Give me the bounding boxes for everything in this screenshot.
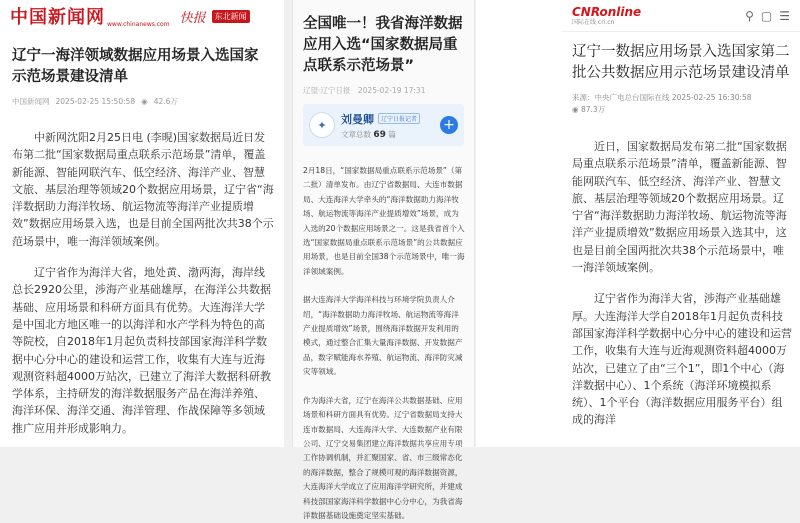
chinanews-logo-script: 快报 bbox=[179, 10, 206, 26]
follow-plus-icon[interactable]: + bbox=[440, 116, 458, 134]
author-articles-count: 69 bbox=[373, 129, 386, 140]
article-title: 全国唯一！我省海洋数据应用入选“国家数据局重点联系示范场景” bbox=[303, 16, 463, 74]
article-paragraph: 中新网沈阳2月25日电 (李晛)国家数据局近日发布第二批“国家数据局重点联系示范场景”清单，覆盖新能源、智能网联汽车、低空经济、海洋产业、智慧文旅、基层治理等领域20个数据应用场景，辽宁省“海洋数据助力海洋牧场、航运物流等海洋产业提质增效”数据应用场景入选，也是目前全国两批次共38个示范场景中，唯一海洋领域案例。 bbox=[12, 131, 274, 248]
article-source: 来源：中央广电总台国际在线 bbox=[572, 93, 670, 102]
menu-icon[interactable]: ☰ bbox=[779, 8, 790, 23]
chinanews-logo[interactable]: 中国新闻网 bbox=[10, 7, 105, 28]
article-paragraph: 2月18日，“国家数据局重点联系示范场景”（第二批）清单发布。由辽宁省数据局、大连市数据局、大连海洋大学牵头的“海洋数据助力海洋牧场、航运物流等海洋产业提质增效”场景，成为入选的20个数据应用场景之一。这是我省首个入选“国家数据局重点联系示范场景”的公共数据应用场景，也是目前全国38个示范场景中，唯一海洋领域案例。 bbox=[303, 166, 465, 276]
eye-icon: ◉ bbox=[572, 105, 579, 114]
article-meta bbox=[0, 88, 284, 107]
author-articles-label: 文章总数 bbox=[341, 129, 371, 139]
chinanews-logo-badge: 东北新闻 bbox=[212, 10, 250, 23]
article-paragraph: 辽宁省作为海洋大省，地处黄、渤两海，海岸线总长2920公里，涉海产业基础雄厚，在海洋公共数据基础、应用场景和科研方面具有优势。大连海洋大学是中国北方地区唯一的以海洋和水产学科为特色的高等院校，自2018年1月起负责科技部国家海洋科学数据中心分中心的建设和运营工作，收集有大连与近海观测资料超4000万站次，已建立了海洋大数据科研教学体系，主持研发的海洋数据服务产品在海洋养殖、海洋环保、海洋交通、海洋管理、作战保障等多领域推广应用并形成影响力。 bbox=[12, 266, 271, 435]
cri-article-panel bbox=[562, 0, 800, 447]
chinanews-header bbox=[0, 0, 284, 32]
article-meta bbox=[562, 84, 800, 116]
article-paragraph: 作为海洋大省，辽宁在海洋公共数据基础、应用场景和科研方面具有优势。辽宁省数据局支持大连市数据局、大连海洋大学、大连数据产业有限公司、辽宁交易集团建立海洋数据共享应用专项工作协调机制，并汇聚国家、省、市三级常态化的海洋数据，整合了规模可观的海洋数据资源，大连海洋大学成立了应用海洋学研究所，并建成科技部国家海洋科学数据中心分中心，为我省海洋数据基础设施奠定坚实基础。 bbox=[303, 395, 463, 520]
article-source[interactable]: 中国新闻网 bbox=[12, 97, 50, 106]
eye-icon: ◉ bbox=[141, 97, 148, 106]
article-time: 2025-02-25 15:50:58 bbox=[55, 97, 136, 106]
author-name[interactable]: 刘曼卿 bbox=[341, 112, 374, 126]
article-paragraph: 辽宁省作为海洋大省，涉海产业基础雄厚。大连海洋大学自2018年1月起负责科技部国家海洋科学数据中心分中心的建设和运营工作，收集有大连与近海观测资料超4000万站次，已建立了由“三个1”，即1个中心（海洋数据中心）、1个系统（海洋环境模拟系统）、1个平台（海洋数据应用服务平台）组成的海洋 bbox=[572, 292, 792, 427]
author-avatar[interactable]: ✦ bbox=[309, 112, 335, 138]
article-body bbox=[562, 138, 800, 429]
article-time: 2025-02-25 16:30:58 bbox=[671, 93, 752, 102]
author-info bbox=[341, 111, 434, 140]
search-icon[interactable]: ⚲ bbox=[745, 8, 754, 23]
article-views: 42.6万 bbox=[153, 97, 178, 106]
monitor-icon[interactable]: ▢ bbox=[760, 8, 773, 23]
cri-header bbox=[562, 0, 800, 32]
chinanews-article-panel bbox=[0, 0, 284, 447]
cri-logo-text: CNR bbox=[572, 5, 600, 19]
liaoning-daily-article-panel bbox=[292, 0, 475, 520]
chinanews-logo-url: www.chinanews.com bbox=[107, 20, 170, 28]
article-meta: 辽望·辽宁日报 2025-02-19 17:31 bbox=[303, 86, 426, 95]
divider-space bbox=[476, 0, 562, 447]
author-card[interactable] bbox=[303, 104, 464, 146]
author-name-row bbox=[341, 111, 434, 127]
article-views-row bbox=[572, 104, 790, 116]
author-articles-unit: 篇 bbox=[388, 129, 396, 139]
author-tag: 辽宁日报记者 bbox=[378, 113, 420, 124]
article-paragraph: 近日，国家数据局发布第二批“国家数据局重点联系示范场景”清单，覆盖新能源、智能网联汽车、低空经济、海洋产业、智慧文旅、基层治理等领域20个数据应用场景。辽宁省“海洋数据助力海洋牧场、航运物流等海洋产业提质增效”数据应用场景入选其中，这也是目前全国两批次共38个示范场景中，唯一海洋领域案例。 bbox=[572, 140, 787, 275]
article-paragraph: 据大连海洋大学海洋科技与环境学院负责人介绍，“海洋数据助力海洋牧场、航运物流等海洋产业提质增效”场景，围绕海洋数据开发利用的模式，通过整合汇集大量海洋数据、开发数据产品，数字赋能海水养殖、航运物流、海洋防灾减灾等领域。 bbox=[303, 295, 463, 377]
header-icons bbox=[745, 9, 790, 23]
article-body bbox=[293, 164, 474, 523]
author-stats bbox=[341, 129, 434, 140]
cri-logo[interactable] bbox=[572, 5, 641, 26]
article-body bbox=[0, 129, 284, 437]
article-title: 辽宁一数据应用场景入选国家第二批公共数据应用示范场景建设清单 bbox=[572, 44, 790, 81]
article-views: 87.3万 bbox=[580, 105, 606, 114]
cri-logo-sub: 国际在线 cri.cn bbox=[572, 19, 615, 26]
article-source-row bbox=[572, 92, 790, 104]
cri-logo-online: online bbox=[599, 5, 642, 19]
article-title: 辽宁一海洋领域数据应用场景入选国家示范场景建设清单 bbox=[12, 48, 259, 85]
